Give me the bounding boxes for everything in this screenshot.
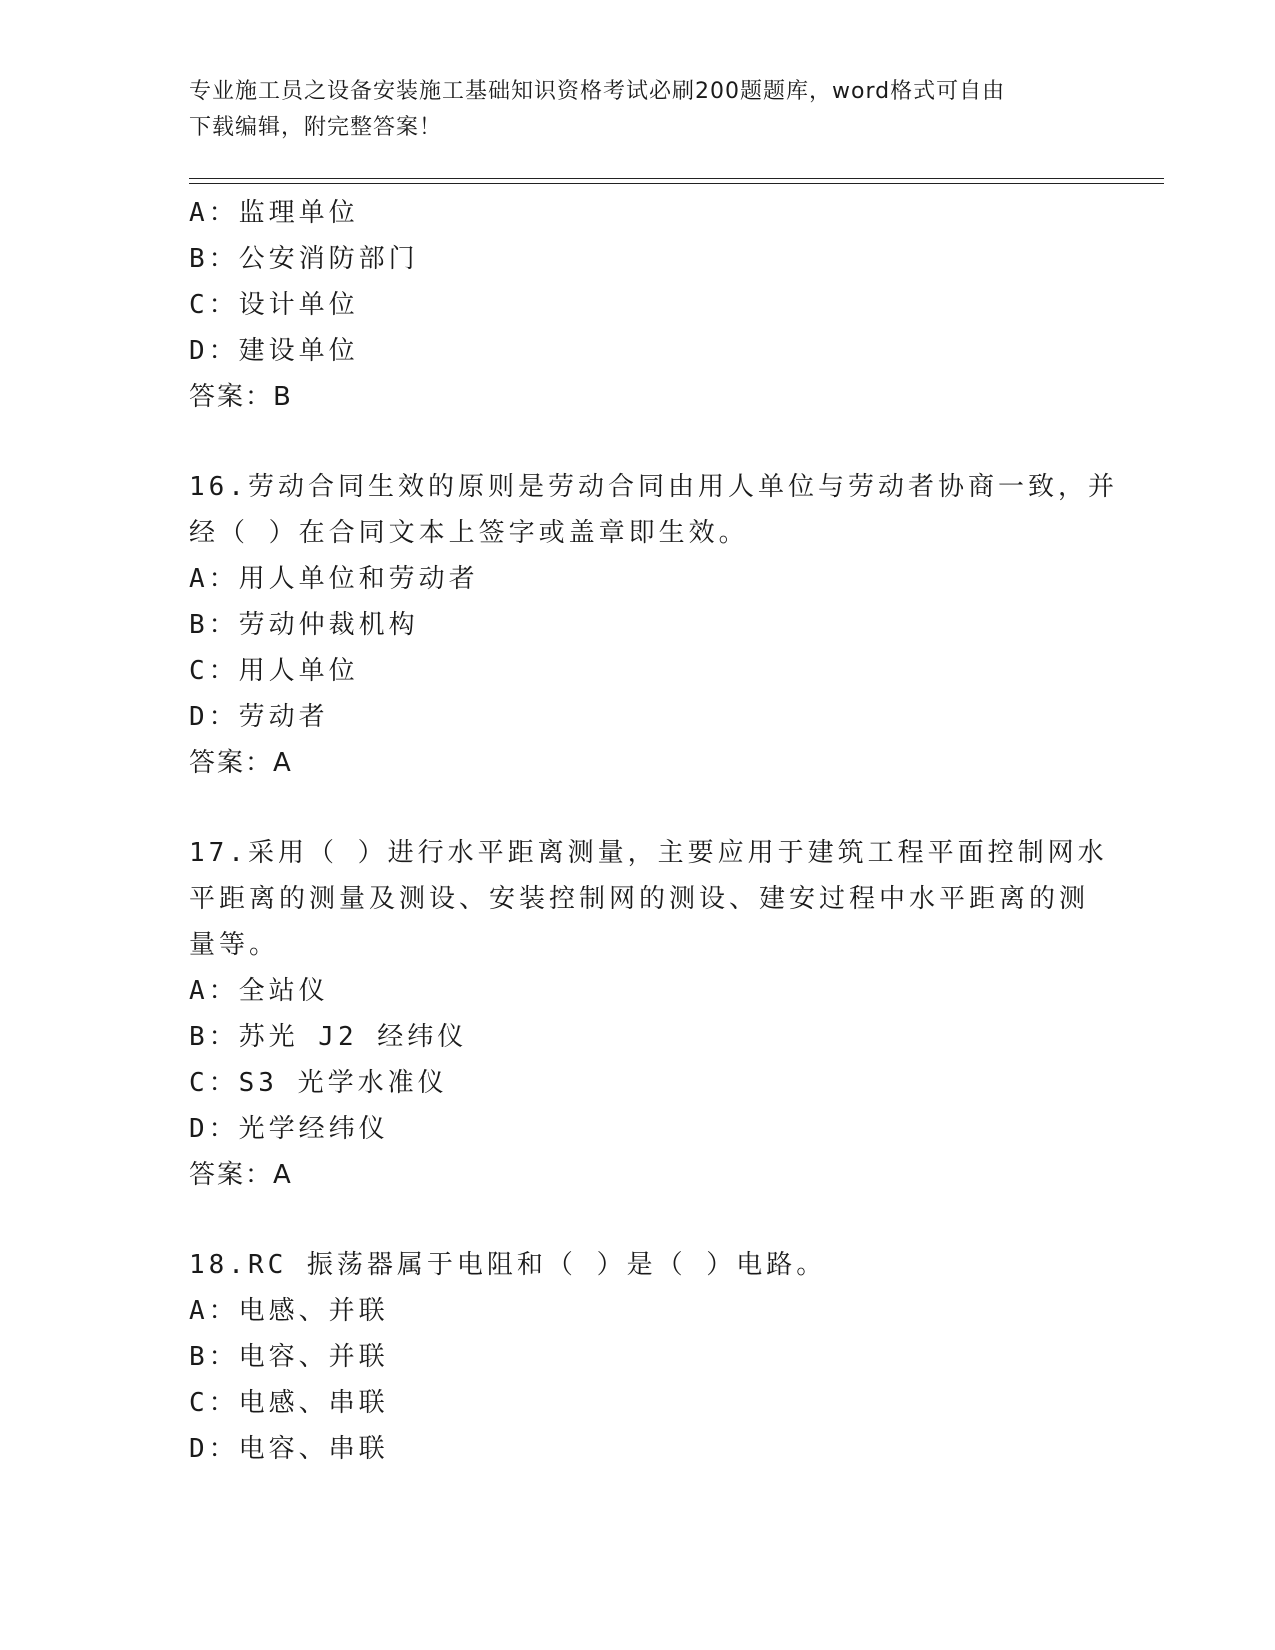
option-b: B：公安消防部门 [189,244,419,274]
option-a: A：电感、并联 [189,1296,389,1326]
option-c: C：用人单位 [189,656,359,686]
question-stem [189,1242,1089,1288]
option-b: B：苏光 J2 经纬仪 [189,1022,468,1052]
answer: 答案：A [189,748,293,778]
stem-line: 量等。 [189,930,280,960]
option-d: D：光学经纬仪 [189,1114,389,1144]
question-15 [189,190,1089,420]
option-a: A：监理单位 [189,198,359,228]
option-a: A：用人单位和劳动者 [189,564,479,594]
spacer [189,786,1089,830]
stem-line: 经（ ）在合同文本上签字或盖章即生效。 [189,518,749,548]
option-d: D：建设单位 [189,336,359,366]
header-line-2: 下载编辑，附完整答案！ [189,115,443,140]
header-divider-bottom [189,183,1164,184]
answer: 答案：A [189,1160,293,1190]
option-b: B：电容、并联 [189,1342,389,1372]
answer: 答案：B [189,382,293,412]
spacer [189,1198,1089,1242]
option-c: C：电感、串联 [189,1388,389,1418]
option-c: C：设计单位 [189,290,359,320]
option-d: D：电容、串联 [189,1434,389,1464]
stem-line: 平距离的测量及测设、安装控制网的测设、建安过程中水平距离的测 [189,884,1090,914]
header-line-1: 专业施工员之设备安装施工基础知识资格考试必刷200题题库，word格式可自由 [189,79,1006,104]
stem-line: 17.采用（ ）进行水平距离测量，主要应用于建筑工程平面控制网水 [189,838,1108,868]
question-16 [189,464,1118,786]
option-c: C：S3 光学水准仪 [189,1068,448,1098]
question-stem [189,830,1108,968]
question-list [189,190,1118,1472]
option-d: D：劳动者 [189,702,329,732]
option-a: A：全站仪 [189,976,329,1006]
question-18 [189,1242,1089,1472]
header-divider-top [189,178,1164,179]
stem-line: 18.RC 振荡器属于电阻和（ ）是（ ）电路。 [189,1250,827,1280]
option-b: B：劳动仲裁机构 [189,610,419,640]
stem-line: 16.劳动合同生效的原则是劳动合同由用人单位与劳动者协商一致，并 [189,472,1118,502]
question-stem [189,464,1118,556]
spacer [189,420,1089,464]
document-header [189,74,1089,146]
question-17 [189,830,1108,1198]
